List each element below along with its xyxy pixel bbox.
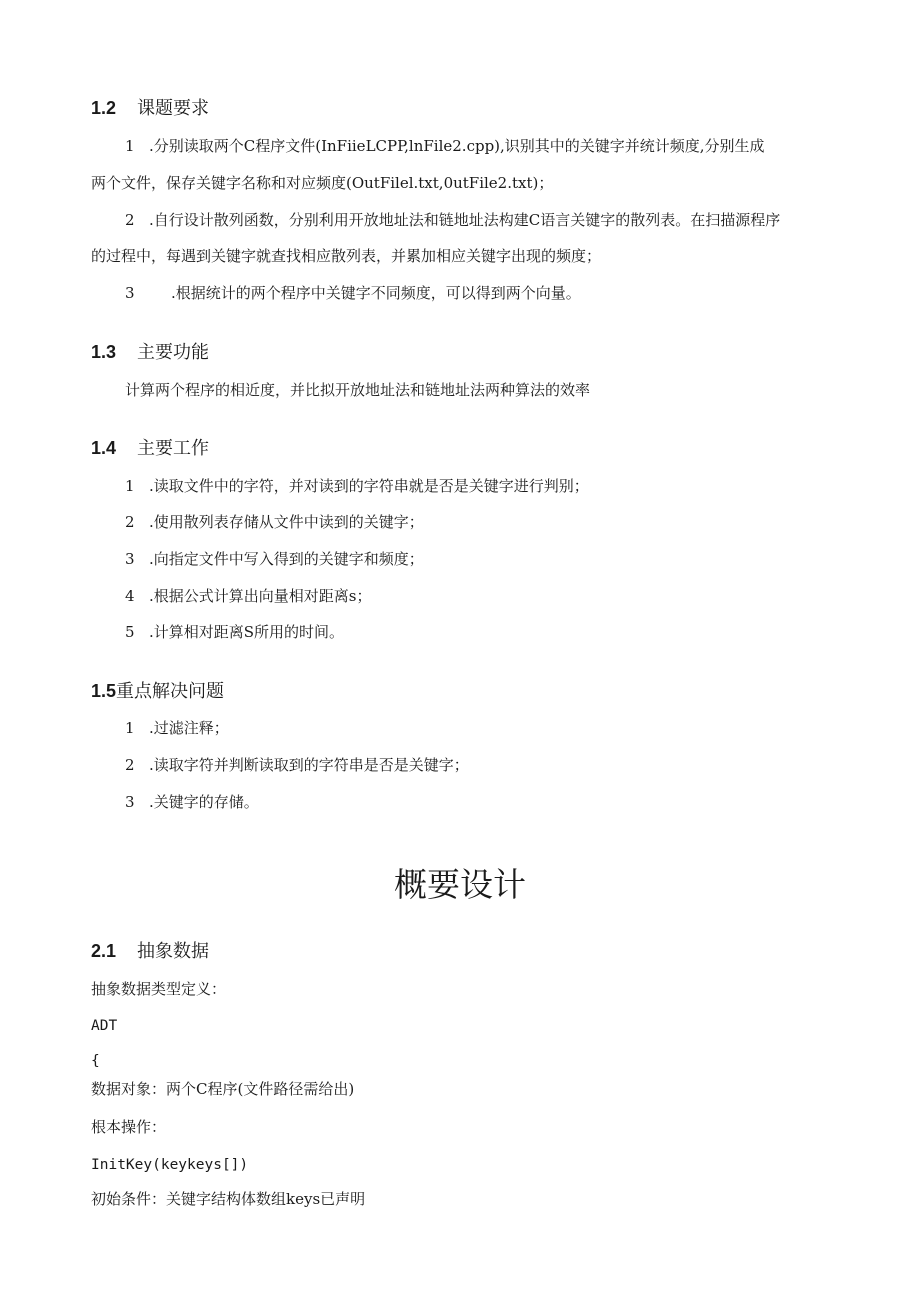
adt-precondition: 初始条件：关键字结构体数组keys已声明: [91, 1190, 366, 1208]
item-number: 2: [125, 756, 135, 774]
section-heading-1-4: [91, 434, 209, 460]
section-number: 1.5: [91, 681, 117, 701]
item-text: .向指定文件中写入得到的关键字和频度；: [149, 550, 424, 568]
item-number: 5: [125, 623, 135, 641]
item-text: .自行设计散列函数，分别利用开放地址法和链地址法构建C语言关键字的散列表。在扫描源程序: [149, 211, 781, 229]
item-number: 1: [125, 137, 135, 155]
chapter-title: 概要设计: [394, 866, 526, 903]
section-number: 1.2: [91, 98, 117, 118]
item-text: 的过程中，每遇到关键字就查找相应散列表，并累加相应关键字出现的频度；: [91, 247, 602, 265]
item-number: 1: [125, 477, 135, 495]
item-text: .根据公式计算出向量相对距离s；: [149, 587, 372, 605]
work-item-4: [125, 589, 371, 604]
item-text: .过滤注释；: [149, 719, 229, 737]
item-text: .关键字的存储。: [149, 793, 259, 811]
section-number: 1.3: [91, 342, 117, 362]
work-item-5: [125, 625, 344, 640]
item-number: 2: [125, 513, 135, 531]
item-text: .读取文件中的字符，并对读到的字符串就是否是关键字进行判别；: [149, 477, 589, 495]
adt-function-signature: InitKey(keykeys[]): [91, 1157, 249, 1173]
section-heading-1-5: [91, 677, 224, 703]
item-number: 3: [125, 284, 135, 302]
work-item-1: [125, 479, 589, 494]
section-title: 重点解决问题: [116, 681, 225, 701]
requirement-item-1-continued: [91, 176, 553, 191]
adt-data-object: 数据对象：两个C程序(文件路径需给出): [91, 1080, 355, 1098]
item-number: 3: [125, 550, 135, 568]
item-number: 1: [125, 719, 135, 737]
section-title: 抽象数据: [137, 941, 209, 961]
section-heading-1-2: [91, 94, 209, 120]
section-title: 课题要求: [137, 98, 209, 118]
section-heading-2-1: [91, 937, 209, 963]
adt-name: ADT: [91, 1018, 118, 1034]
issue-item-1: [125, 721, 229, 736]
issue-item-3: [125, 795, 259, 810]
item-number: 2: [125, 211, 135, 229]
work-item-2: [125, 515, 424, 530]
requirement-item-2-continued: [91, 249, 601, 264]
work-item-3: [125, 552, 424, 567]
requirement-item-1: [125, 139, 765, 154]
requirement-item-3: [125, 286, 581, 301]
requirement-item-2: [125, 213, 780, 228]
adt-open-brace: {: [91, 1053, 100, 1069]
section-title: 主要工作: [137, 438, 209, 458]
item-text: 两个文件，保存关键字名称和对应频度(OutFilel.txt,0utFile2.txt)；: [91, 174, 554, 192]
item-text: .根据统计的两个程序中关键字不同频度，可以得到两个向量。: [171, 284, 581, 302]
item-text: .读取字符并判断读取到的字符串是否是关键字；: [149, 756, 469, 774]
item-number: 4: [125, 587, 135, 605]
section-heading-1-3: [91, 338, 209, 364]
item-text: .使用散列表存储从文件中读到的关键字；: [149, 513, 424, 531]
section-number: 1.4: [91, 438, 117, 458]
section-title: 主要功能: [137, 342, 209, 362]
section-1-3-body: 计算两个程序的相近度，并比拟开放地址法和链地址法两种算法的效率: [125, 381, 591, 399]
adt-operations-label: 根本操作：: [91, 1118, 167, 1136]
item-text: .分别读取两个C程序文件(InFiieLCPP,lnFile2.cpp),识别其中的关键字并统计频度,分别生成: [149, 137, 765, 155]
item-text: .计算相对距离S所用的时间。: [149, 623, 345, 641]
item-number: 3: [125, 793, 135, 811]
adt-intro: 抽象数据类型定义：: [91, 980, 227, 998]
issue-item-2: [125, 758, 469, 773]
section-number: 2.1: [91, 941, 117, 961]
